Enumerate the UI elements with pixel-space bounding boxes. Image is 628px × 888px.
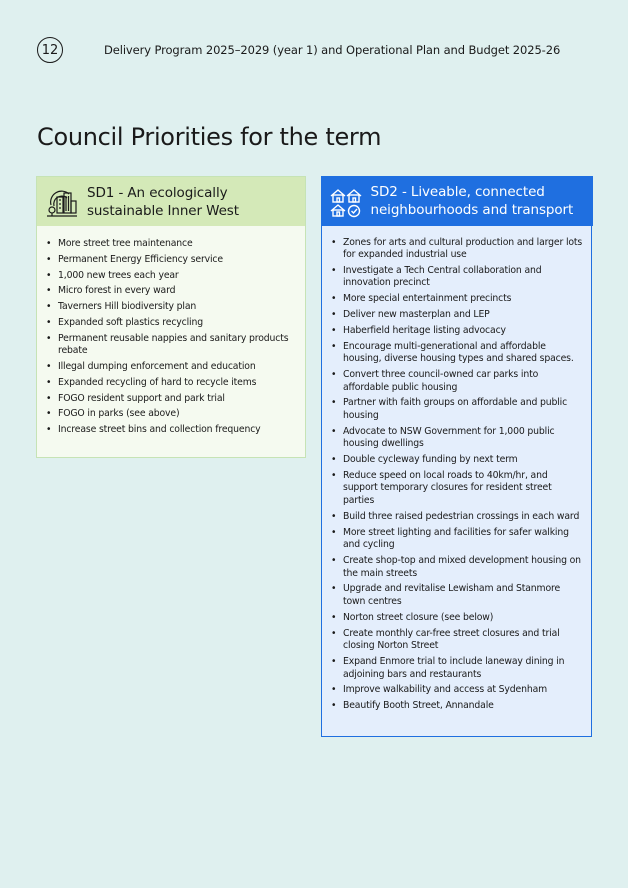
city-nature-icon	[45, 185, 79, 219]
list-item: • Permanent reusable nappies and sanitary products rebate	[46, 333, 297, 358]
list-item: • More special entertainment precincts	[331, 293, 583, 306]
list-item: • Encourage multi-generational and affordable housing, diverse housing types and shared spaces.	[331, 341, 583, 366]
section-title: Council Priorities for the term	[37, 123, 382, 151]
list-item: • Micro forest in every ward	[46, 285, 297, 298]
list-item: • Build three raised pedestrian crossings in each ward	[331, 511, 583, 524]
page-number: 12	[37, 37, 63, 63]
list-item: • Haberfield heritage listing advocacy	[331, 325, 583, 338]
sd1-panel	[36, 176, 306, 458]
sd2-list	[322, 226, 591, 713]
sd2-panel	[321, 176, 592, 737]
list-item: • FOGO in parks (see above)	[46, 408, 297, 421]
list-item: • Expanded recycling of hard to recycle items	[46, 377, 297, 390]
sd1-header	[37, 177, 305, 226]
list-item: • Deliver new masterplan and LEP	[331, 309, 583, 322]
sd1-list	[37, 226, 305, 437]
list-item: • 1,000 new trees each year	[46, 270, 297, 283]
sd2-title: SD2 - Liveable, connected neighbourhoods and transport	[370, 183, 574, 218]
list-item: • Beautify Booth Street, Annandale	[331, 700, 583, 713]
list-item: • Partner with faith groups on affordable and public housing	[331, 397, 583, 422]
document-title: Delivery Program 2025–2029 (year 1) and Operational Plan and Budget 2025-26	[104, 43, 561, 57]
list-item: • FOGO resident support and park trial	[46, 393, 297, 406]
list-item: • Expand Enmore trial to include laneway dining in adjoining bars and restaurants	[331, 656, 583, 681]
list-item: • Improve walkability and access at Sydenham	[331, 684, 583, 697]
list-item: • Increase street bins and collection frequency	[46, 424, 297, 437]
sd2-header	[321, 176, 593, 226]
sd1-title: SD1 - An ecologically sustainable Inner West	[87, 184, 239, 219]
list-item: • Investigate a Tech Central collaboration and innovation precinct	[331, 265, 583, 290]
houses-icon	[329, 184, 363, 218]
list-item: • Upgrade and revitalise Lewisham and Stanmore town centres	[331, 583, 583, 608]
list-item: • Expanded soft plastics recycling	[46, 317, 297, 330]
list-item: • Double cycleway funding by next term	[331, 454, 583, 467]
list-item: • Convert three council-owned car parks into affordable public housing	[331, 369, 583, 394]
list-item: • Norton street closure (see below)	[331, 612, 583, 625]
list-item: • More street lighting and facilities for safer walking and cycling	[331, 527, 583, 552]
list-item: • Advocate to NSW Government for 1,000 public housing dwellings	[331, 426, 583, 451]
list-item: • Create shop-top and mixed development housing on the main streets	[331, 555, 583, 580]
list-item: • Illegal dumping enforcement and education	[46, 361, 297, 374]
list-item: • Zones for arts and cultural production and larger lots for expanded industrial use	[331, 237, 583, 262]
list-item: • More street tree maintenance	[46, 238, 297, 251]
list-item: • Reduce speed on local roads to 40km/hr, and support temporary closures for resident street parties	[331, 470, 583, 508]
list-item: • Taverners Hill biodiversity plan	[46, 301, 297, 314]
list-item: • Create monthly car-free street closures and trial closing Norton Street	[331, 628, 583, 653]
list-item: • Permanent Energy Efficiency service	[46, 254, 297, 267]
